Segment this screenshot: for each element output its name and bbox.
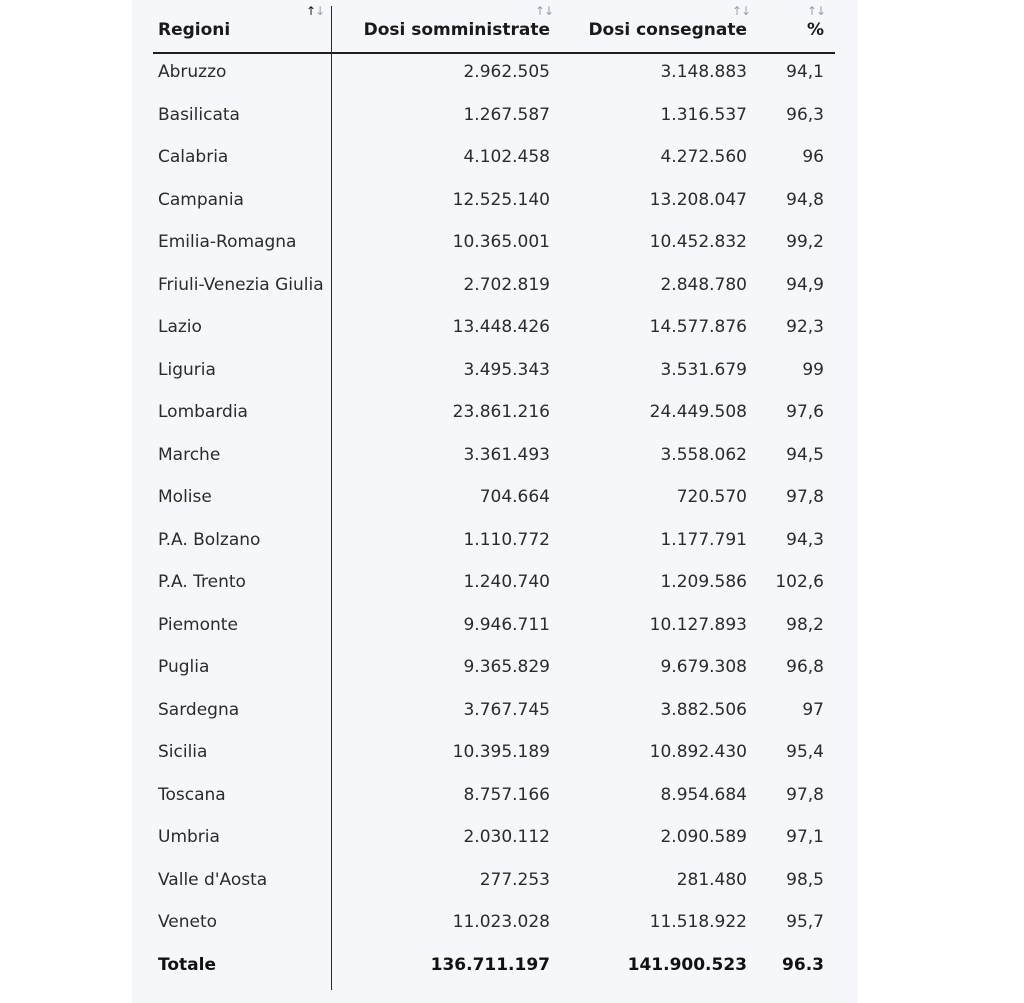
sort-icon-percent[interactable]: ↑↓ — [807, 4, 826, 18]
cell-percent: 98,2 — [786, 614, 824, 635]
cell-dosi-somministrate: 1.110.772 — [463, 529, 550, 550]
cell-dosi-consegnate: 1.316.537 — [660, 104, 747, 125]
cell-dosi-somministrate: 2.030.112 — [463, 827, 550, 847]
table-row — [153, 775, 835, 817]
cell-dosi-consegnate: 24.449.508 — [649, 402, 747, 422]
cell-region: Marche — [158, 444, 221, 465]
cell-dosi-somministrate: 9.365.829 — [463, 657, 550, 677]
total-cell-region: Totale — [158, 954, 216, 975]
table-total-row — [153, 945, 835, 987]
cell-dosi-consegnate: 2.090.589 — [660, 827, 747, 847]
table-row — [153, 902, 835, 944]
cell-percent: 94,5 — [786, 444, 824, 465]
table-row — [153, 137, 835, 179]
cell-dosi-consegnate: 281.480 — [676, 869, 747, 890]
cell-dosi-consegnate: 14.577.876 — [649, 317, 747, 337]
table-row — [153, 350, 835, 392]
cell-dosi-somministrate: 3.767.745 — [463, 699, 550, 720]
cell-dosi-consegnate: 3.882.506 — [660, 699, 747, 720]
cell-region: Friuli-Venezia Giulia — [158, 274, 324, 295]
cell-percent: 96,3 — [786, 104, 824, 125]
cell-percent: 96 — [802, 147, 824, 167]
cell-dosi-somministrate: 2.962.505 — [463, 62, 550, 82]
cell-region: Campania — [158, 189, 244, 210]
table-row — [153, 435, 835, 477]
total-cell-dosi-somministrate: 136.711.197 — [430, 954, 550, 975]
cell-dosi-consegnate: 9.679.308 — [660, 657, 747, 677]
cell-percent: 96,8 — [786, 657, 824, 677]
cell-percent: 94,1 — [786, 62, 824, 82]
cell-percent: 97,1 — [786, 827, 824, 847]
cell-percent: 99,2 — [786, 232, 824, 252]
vaccine-doses-table — [153, 0, 835, 990]
cell-percent: 98,5 — [786, 869, 824, 890]
table-row — [153, 562, 835, 604]
header-percent[interactable]: % — [806, 20, 824, 40]
table-row — [153, 95, 835, 137]
cell-percent: 97,8 — [786, 784, 824, 805]
cell-dosi-consegnate: 10.452.832 — [649, 232, 747, 252]
cell-dosi-somministrate: 277.253 — [479, 869, 550, 890]
cell-dosi-somministrate: 10.395.189 — [452, 742, 550, 762]
header-dosi-consegnate[interactable]: Dosi consegnate — [588, 20, 747, 40]
table-row — [153, 860, 835, 902]
cell-dosi-somministrate: 8.757.166 — [463, 784, 550, 805]
cell-percent: 102,6 — [775, 572, 824, 592]
cell-percent: 94,9 — [786, 274, 824, 295]
table-row — [153, 605, 835, 647]
table-row — [153, 690, 835, 732]
cell-region: Sardegna — [158, 699, 240, 720]
cell-region: Calabria — [158, 147, 229, 167]
cell-region: Veneto — [158, 912, 218, 932]
total-cell-percent: 96.3 — [782, 954, 824, 975]
cell-percent: 99 — [802, 359, 824, 380]
cell-dosi-somministrate: 9.946.711 — [463, 614, 550, 635]
cell-dosi-somministrate: 11.023.028 — [452, 912, 550, 932]
table-row — [153, 477, 835, 519]
table-row — [153, 647, 835, 689]
cell-dosi-somministrate: 12.525.140 — [452, 189, 550, 210]
cell-dosi-somministrate: 1.240.740 — [463, 572, 550, 592]
cell-dosi-consegnate: 4.272.560 — [660, 147, 747, 167]
header-dosi-somministrate[interactable]: Dosi somministrate — [363, 20, 550, 40]
cell-region: Abruzzo — [158, 62, 227, 82]
cell-dosi-somministrate: 4.102.458 — [463, 147, 550, 167]
cell-percent: 97,6 — [786, 402, 824, 422]
cell-region: Umbria — [158, 827, 220, 847]
table-row — [153, 222, 835, 264]
cell-percent: 94,3 — [786, 529, 824, 550]
cell-percent: 97,8 — [786, 487, 824, 507]
cell-dosi-somministrate: 2.702.819 — [463, 274, 550, 295]
cell-dosi-consegnate: 13.208.047 — [649, 189, 747, 210]
table-row — [153, 52, 835, 94]
cell-dosi-somministrate: 13.448.426 — [452, 317, 550, 337]
cell-region: Piemonte — [158, 614, 238, 635]
cell-percent: 97 — [802, 699, 824, 720]
cell-region: P.A. Trento — [158, 572, 246, 592]
cell-percent: 94,8 — [786, 189, 824, 210]
cell-dosi-consegnate: 3.531.679 — [660, 359, 747, 380]
cell-dosi-consegnate: 720.570 — [676, 487, 747, 507]
table-row — [153, 180, 835, 222]
table-row — [153, 520, 835, 562]
cell-dosi-consegnate: 1.209.586 — [660, 572, 747, 592]
table-row — [153, 732, 835, 774]
cell-region: Toscana — [158, 784, 226, 805]
cell-percent: 95,7 — [786, 912, 824, 932]
table-header — [153, 0, 835, 54]
cell-dosi-somministrate: 1.267.587 — [463, 104, 550, 125]
cell-region: Molise — [158, 487, 212, 507]
cell-percent: 92,3 — [786, 317, 824, 337]
cell-dosi-consegnate: 3.148.883 — [660, 62, 747, 82]
cell-dosi-somministrate: 3.361.493 — [463, 444, 550, 465]
cell-region: Puglia — [158, 657, 210, 677]
cell-dosi-consegnate: 1.177.791 — [660, 529, 747, 550]
sort-icon-dosi-somministrate[interactable]: ↑↓ — [535, 4, 554, 18]
cell-region: Lombardia — [158, 402, 248, 422]
total-cell-dosi-consegnate: 141.900.523 — [627, 954, 747, 975]
table-row — [153, 265, 835, 307]
cell-region: Basilicata — [158, 104, 240, 125]
sort-icon-dosi-consegnate[interactable]: ↑↓ — [732, 4, 751, 18]
cell-dosi-consegnate: 10.892.430 — [649, 742, 747, 762]
cell-dosi-consegnate: 8.954.684 — [660, 784, 747, 805]
sort-icon-regioni[interactable] — [306, 4, 324, 18]
cell-region: Emilia-Romagna — [158, 232, 297, 252]
cell-region: P.A. Bolzano — [158, 529, 261, 550]
table-row — [153, 392, 835, 434]
cell-dosi-somministrate: 3.495.343 — [463, 359, 550, 380]
cell-dosi-consegnate: 2.848.780 — [660, 274, 747, 295]
cell-region: Lazio — [158, 317, 202, 337]
cell-dosi-consegnate: 10.127.893 — [649, 614, 747, 635]
cell-region: Valle d'Aosta — [158, 869, 268, 890]
table-row — [153, 307, 835, 349]
cell-region: Sicilia — [158, 742, 208, 762]
sort-down-icon: ↓ — [315, 4, 325, 18]
cell-dosi-consegnate: 3.558.062 — [660, 444, 747, 465]
cell-dosi-consegnate: 11.518.922 — [649, 912, 747, 932]
cell-dosi-somministrate: 704.664 — [479, 487, 550, 507]
table-row — [153, 817, 835, 859]
cell-percent: 95,4 — [786, 742, 824, 762]
sort-up-icon: ↑ — [306, 4, 316, 18]
header-regioni[interactable]: Regioni — [158, 20, 231, 40]
cell-dosi-somministrate: 23.861.216 — [452, 402, 550, 422]
cell-dosi-somministrate: 10.365.001 — [452, 232, 550, 252]
cell-region: Liguria — [158, 359, 216, 380]
